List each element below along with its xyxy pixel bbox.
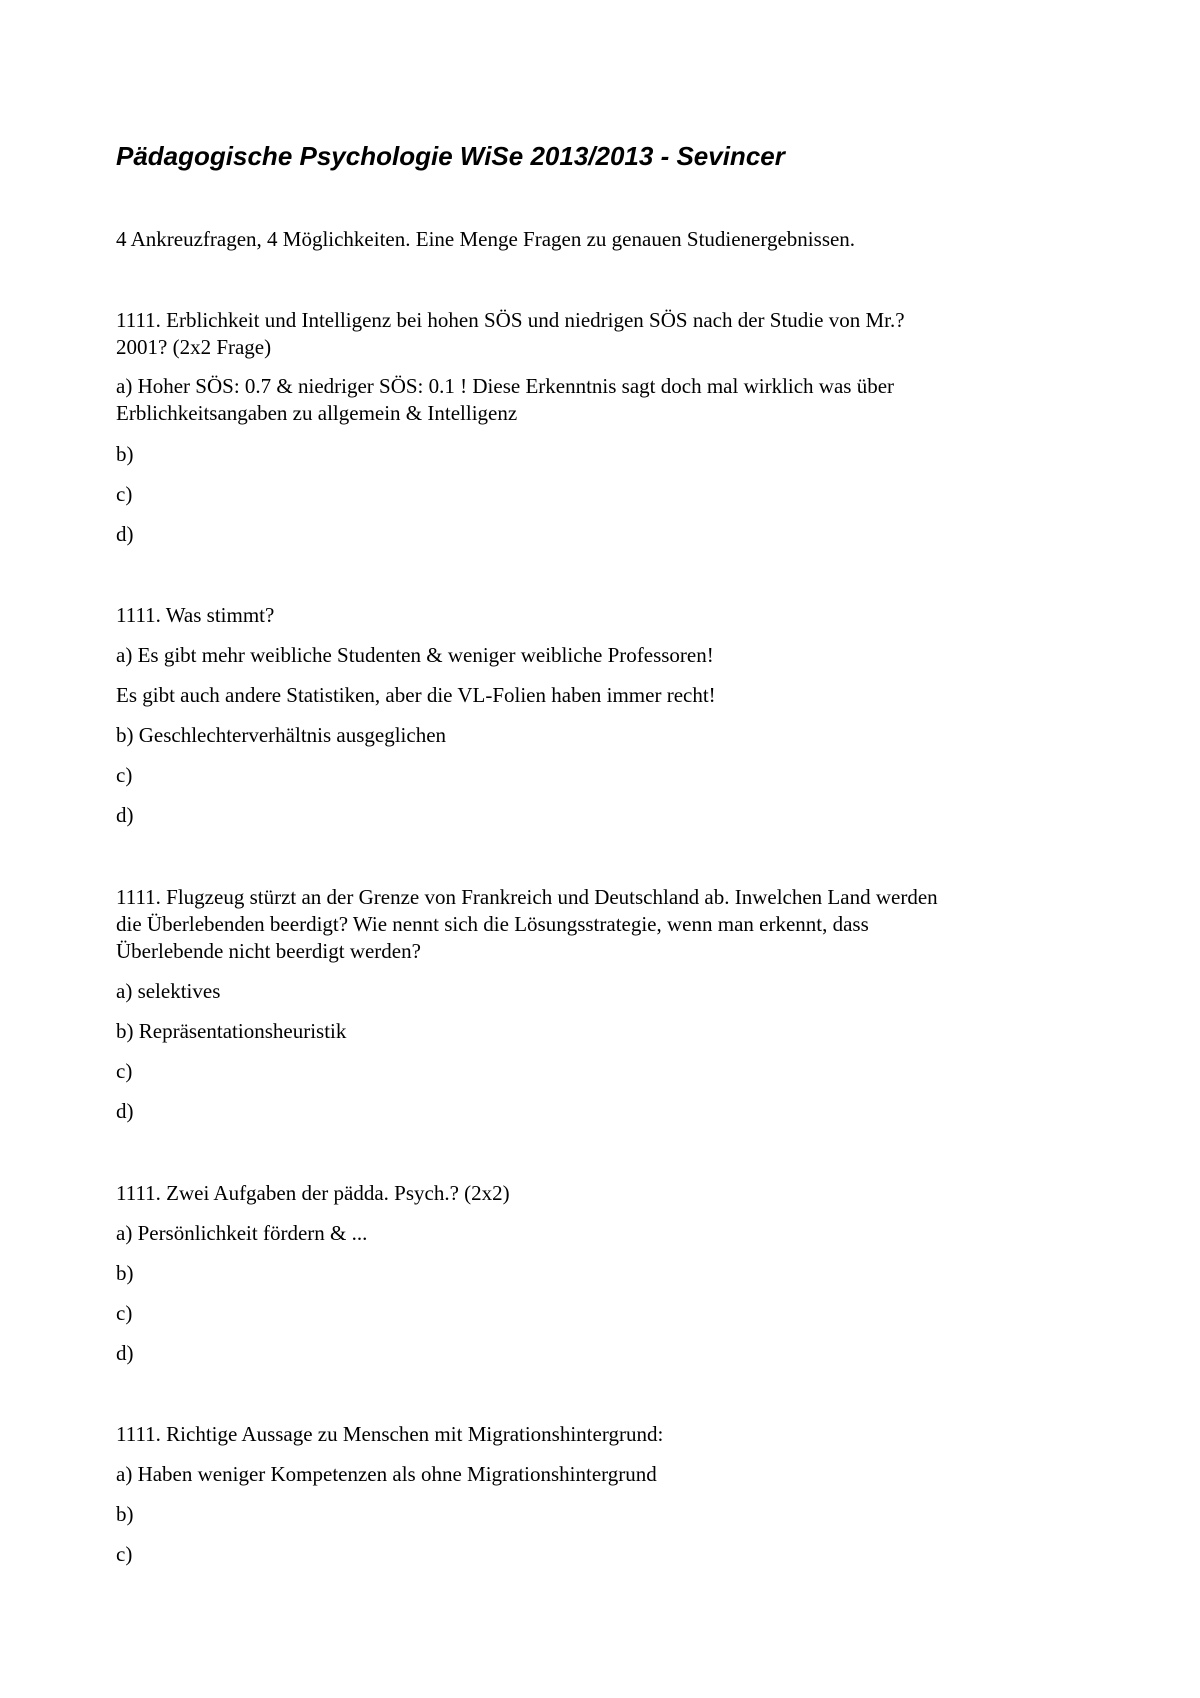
question-4-line-1: 1111. Zwei Aufgaben der pädda. Psych.? (2x2)	[116, 1181, 510, 1205]
question-4-answer-b: b)	[116, 1261, 134, 1285]
intro-text: 4 Ankreuzfragen, 4 Möglichkeiten. Eine Menge Fragen zu genauen Studienergebnissen.	[116, 227, 856, 251]
question-5-answer-a: a) Haben weniger Kompetenzen als ohne Migrationshintergrund	[116, 1462, 657, 1486]
question-5-answer-b: b)	[116, 1502, 134, 1526]
question-1-answer-c: c)	[116, 482, 133, 506]
question-3-line-1: 1111. Flugzeug stürzt an der Grenze von Frankreich und Deutschland ab. Inwelchen Land werden	[116, 885, 938, 909]
question-4-answer-d: d)	[116, 1341, 134, 1365]
question-1-answer-a-continued: Erblichkeitsangaben zu allgemein & Intelligenz	[116, 401, 518, 425]
question-2-answer-d: d)	[116, 803, 134, 827]
question-1-line-1: 1111. Erblichkeit und Intelligenz bei hohen SÖS und niedrigen SÖS nach der Studie von Mr.?	[116, 308, 905, 332]
question-3-answer-d: d)	[116, 1099, 134, 1123]
question-3-line-2: die Überlebenden beerdigt? Wie nennt sich die Lösungsstrategie, wenn man erkennt, dass	[116, 912, 869, 936]
question-3-answer-c: c)	[116, 1059, 133, 1083]
question-4-answer-c: c)	[116, 1301, 133, 1325]
question-5-answer-c: c)	[116, 1542, 133, 1566]
question-2-answer-a-continued: Es gibt auch andere Statistiken, aber die VL-Folien haben immer recht!	[116, 683, 716, 707]
question-2-answer-a: a) Es gibt mehr weibliche Studenten & weniger weibliche Professoren!	[116, 643, 714, 667]
question-5-line-1: 1111. Richtige Aussage zu Menschen mit Migrationshintergrund:	[116, 1422, 664, 1446]
question-2-answer-c: c)	[116, 763, 133, 787]
document-title: Pädagogische Psychologie WiSe 2013/2013 - Sevincer	[116, 141, 785, 171]
question-2-line-1: 1111. Was stimmt?	[116, 603, 275, 627]
question-3-answer-b: b) Repräsentationsheuristik	[116, 1019, 347, 1043]
question-1-answer-d: d)	[116, 522, 134, 546]
question-1-answer-a: a) Hoher SÖS: 0.7 & niedriger SÖS: 0.1 ! Diese Erkenntnis sagt doch mal wirklich was über	[116, 374, 895, 398]
question-1-answer-b: b)	[116, 442, 134, 466]
question-4-answer-a: a) Persönlichkeit fördern & ...	[116, 1221, 368, 1245]
question-3-line-3: Überlebende nicht beerdigt werden?	[116, 939, 421, 963]
question-2-answer-b: b) Geschlechterverhältnis ausgeglichen	[116, 723, 447, 747]
question-1-line-2: 2001? (2x2 Frage)	[116, 335, 272, 359]
question-3-answer-a: a) selektives	[116, 979, 221, 1003]
